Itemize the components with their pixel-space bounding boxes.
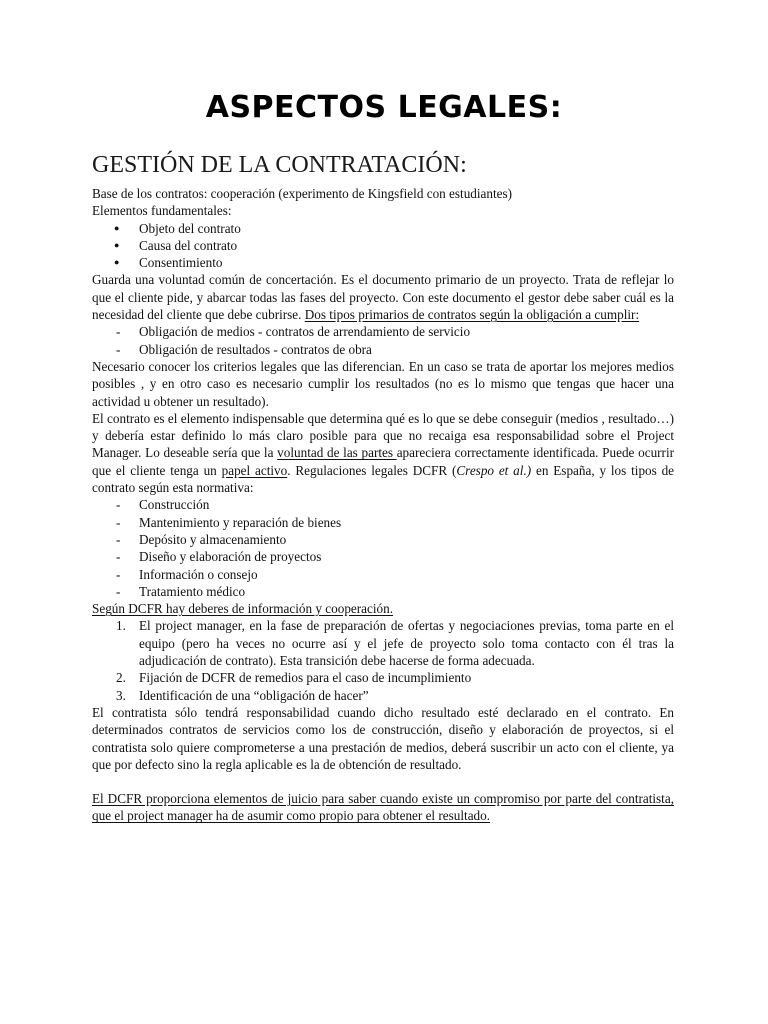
underlined-text: Según DCFR hay deberes de información y cooperación. (92, 601, 394, 617)
list-item: - Tratamiento médico (92, 583, 674, 600)
list-number: 1. (116, 618, 126, 634)
list-item: - Diseño y elaboración de proyectos (92, 548, 674, 565)
paragraph-text: Guarda una voluntad común de concertación. Es el documento primario de un proyecto. Trata de reflejar lo que el cliente pide, y abarcar todas las fases del proyecto. Con este documento el gestor debe saber cuál es la necesidad del cliente que debe cubrirse. (92, 272, 674, 323)
list-number: 3. (116, 687, 126, 703)
list-item-text: Identificación de una “obligación de hacer” (139, 687, 369, 703)
list-number: 2. (116, 670, 126, 686)
elements-list (92, 220, 674, 272)
paragraph-dcfr-conclusion (92, 790, 674, 825)
paragraph-contractor: El contratista sólo tendrá responsabilidad cuando dicho resultado esté declarado en el contrato. En determinados contratos de servicios como los de construcción, diseño y elaboración de proyectos, si el contratista solo quiere comprometerse a una prestación de medios, deberá suscribir un acto con el cliente, ya que por defecto sino la regla aplicable es la de obtención de resultado. (92, 704, 674, 772)
paragraph-text: apareciera correctamente identificada. Puede ocurrir que el cliente tenga un (92, 445, 674, 478)
paragraph-contract-element (92, 410, 674, 496)
page-title: ASPECTOS LEGALES: (205, 90, 563, 125)
list-item-text: Fijación de DCFR de remedios para el caso de incumplimiento (139, 670, 472, 686)
underlined-text: El DCFR proporciona elementos de juicio para saber cuando existe un compromiso por parte del contratista, que el project manager ha de asumir como propio para obtener el resultado. (92, 791, 674, 824)
list-item: - Construcción (92, 496, 674, 513)
list-item: - Depósito y almacenamiento (92, 531, 674, 548)
contract-types-list (92, 323, 674, 358)
list-item: ● Causa del contrato (92, 237, 674, 254)
paragraph-criteria: Necesario conocer los criterios legales que las diferencian. En un caso se trata de aportar los mejores medios posibles , y en otro caso es necesario cumplir los resultados (no es lo mismo que tengas que hacer una actividad u obtener un resultado). (92, 358, 674, 409)
list-item-text: El project manager, en la fase de preparación de ofertas y negociaciones previas, toma parte en el equipo (pero ha veces no ocurre así y el jefe de proyecto solo toma contacto con él tras la adjudicación de contrato). Esta transición debe hacerse de forma adecuada. (139, 618, 674, 669)
intro-line-1: Base de los contratos: cooperación (experimento de Kingsfield con estudiantes) (92, 186, 513, 201)
italic-citation: Crespo et al.) (456, 462, 532, 478)
list-item (92, 617, 674, 669)
section-heading: GESTIÓN DE LA CONTRATACIÓN: (92, 152, 467, 178)
list-item (92, 687, 674, 704)
list-item (92, 669, 674, 686)
paragraph-contract-purpose (92, 271, 674, 323)
duties-heading (92, 600, 674, 617)
paragraph-text: . Regulaciones legales DCFR ( (287, 462, 457, 478)
underlined-text: Dos tipos primarios de contratos según la obligación a cumplir: (304, 307, 640, 323)
list-item: ● Objeto del contrato (92, 220, 674, 237)
list-item: - Obligación de medios - contratos de arrendamiento de servicio (92, 323, 674, 340)
list-item: ● Consentimiento (92, 254, 674, 271)
underlined-text: voluntad de las partes (277, 445, 397, 461)
intro-line-2: Elementos fundamentales: (92, 203, 232, 219)
list-item: - Mantenimiento y reparación de bienes (92, 514, 674, 531)
underlined-text: papel activo (221, 462, 288, 478)
document-body (92, 185, 674, 825)
duties-list (92, 617, 674, 703)
list-item: - Información o consejo (92, 566, 674, 583)
list-item: - Obligación de resultados - contratos de obra (92, 341, 674, 358)
spacer (92, 773, 674, 790)
paragraph-text: en España, y los tipos de contrato según esta normativa: (92, 462, 675, 496)
paragraph-text: El contrato es el elemento indispensable que determina qué es lo que se debe conseguir (medios , resultado…) y debería estar definido lo más claro posible para que no recaiga esa responsabilidad sobre el Project Manager. Lo deseable sería que la (92, 410, 674, 461)
dcfr-types-list (92, 496, 674, 600)
